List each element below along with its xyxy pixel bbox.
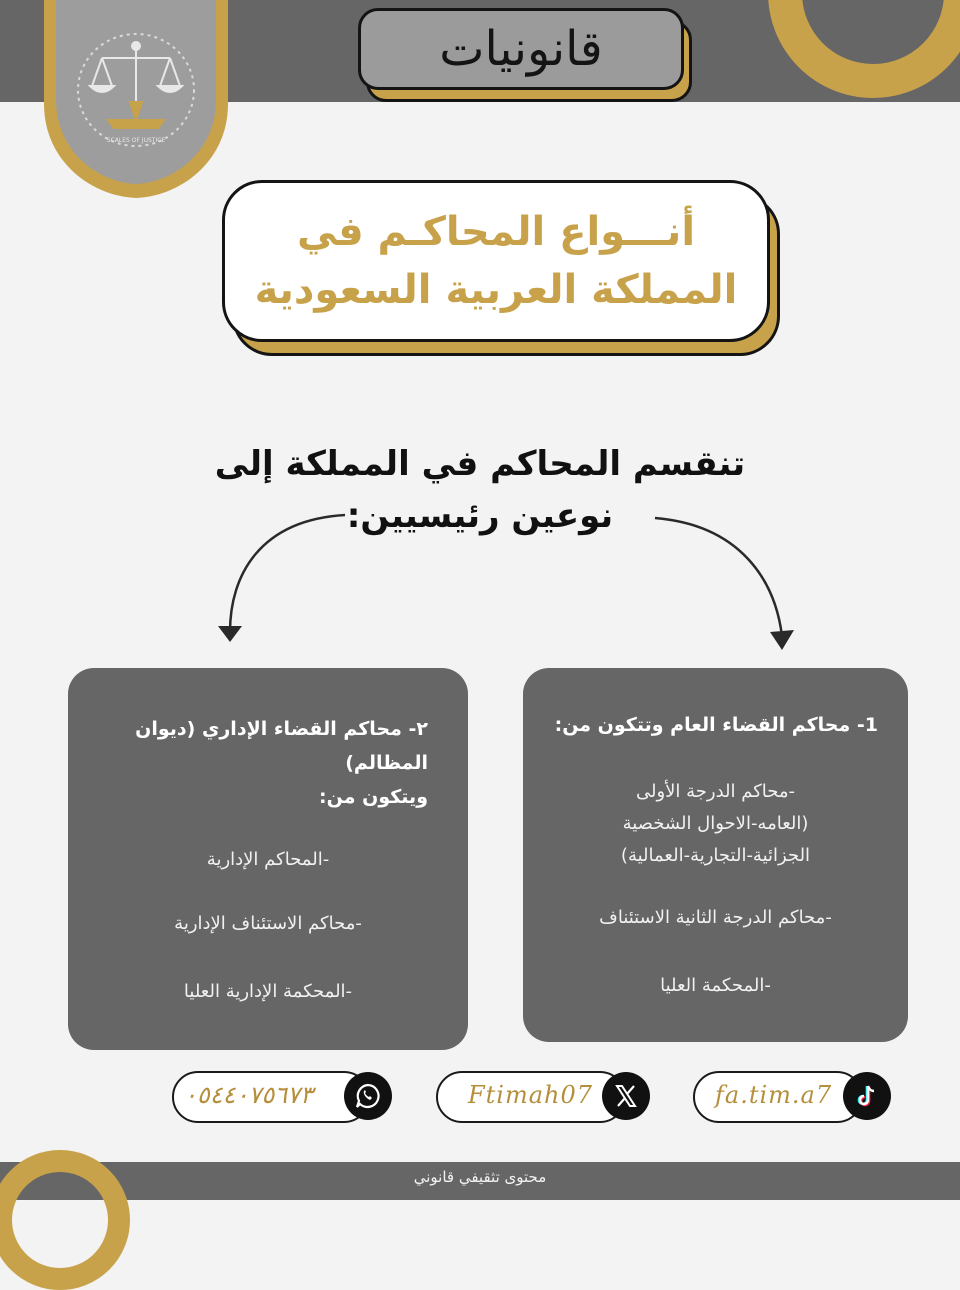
x-logo-icon[interactable] [602,1072,650,1120]
left-arrow-head [218,626,242,642]
administrative-courts-card [68,668,468,1050]
intro-line-2: نوعين رئيسيين: [346,496,614,536]
tiktok-handle: fa.tim.a7 [715,1081,833,1109]
general-courts-heading: 1- محاكم القضاء العام وتتكون من: [554,714,878,736]
x-handle: Ftimah07 [468,1081,594,1109]
right-arrow [655,518,782,636]
title-line-2: المملكة العربية السعودية [254,267,738,313]
tiktok-contact[interactable] [693,1071,863,1123]
footer-text: محتوى تثقيفي قانوني [413,1168,547,1186]
general-courts-card [523,668,908,1042]
whatsapp-icon[interactable] [344,1072,392,1120]
list-item: -محاكم الاستئناف الإدارية [174,913,362,934]
right-arrow-head [770,630,794,650]
list-item: الجزائية-التجارية-العمالية) [620,845,811,866]
administrative-courts-heading-3: ويتكون من: [319,786,428,808]
whatsapp-contact[interactable] [172,1071,370,1123]
list-item: -المحاكم الإدارية [206,849,330,870]
administrative-courts-heading-2: المظالم) [345,752,428,774]
left-arrow [230,515,345,632]
svg-text:SCALES OF JUSTICE: SCALES OF JUSTICE [106,137,166,144]
list-item: -محاكم الدرجة الأولى [635,781,796,802]
list-item: -المحكمة الإدارية العليا [183,981,353,1002]
administrative-courts-heading-1: ٢- محاكم القضاء الإداري (ديوان [135,718,428,740]
whatsapp-number: ٠٥٤٤٠٧٥٦٧٣ [184,1081,313,1109]
intro-line-1: تنقسم المحاكم في المملكة إلى [214,444,746,484]
brand-name: قانونيات [439,21,603,77]
list-item: -المحكمة العليا [660,975,771,996]
tiktok-icon[interactable] [843,1072,891,1120]
list-item: (العامه-الاحوال الشخصية [622,813,809,834]
list-item: -محاكم الدرجة الثانية الاستئناف [599,907,832,928]
title-line-1: أنـــواع المحاكـم في [296,209,696,255]
x-contact[interactable] [436,1071,626,1123]
